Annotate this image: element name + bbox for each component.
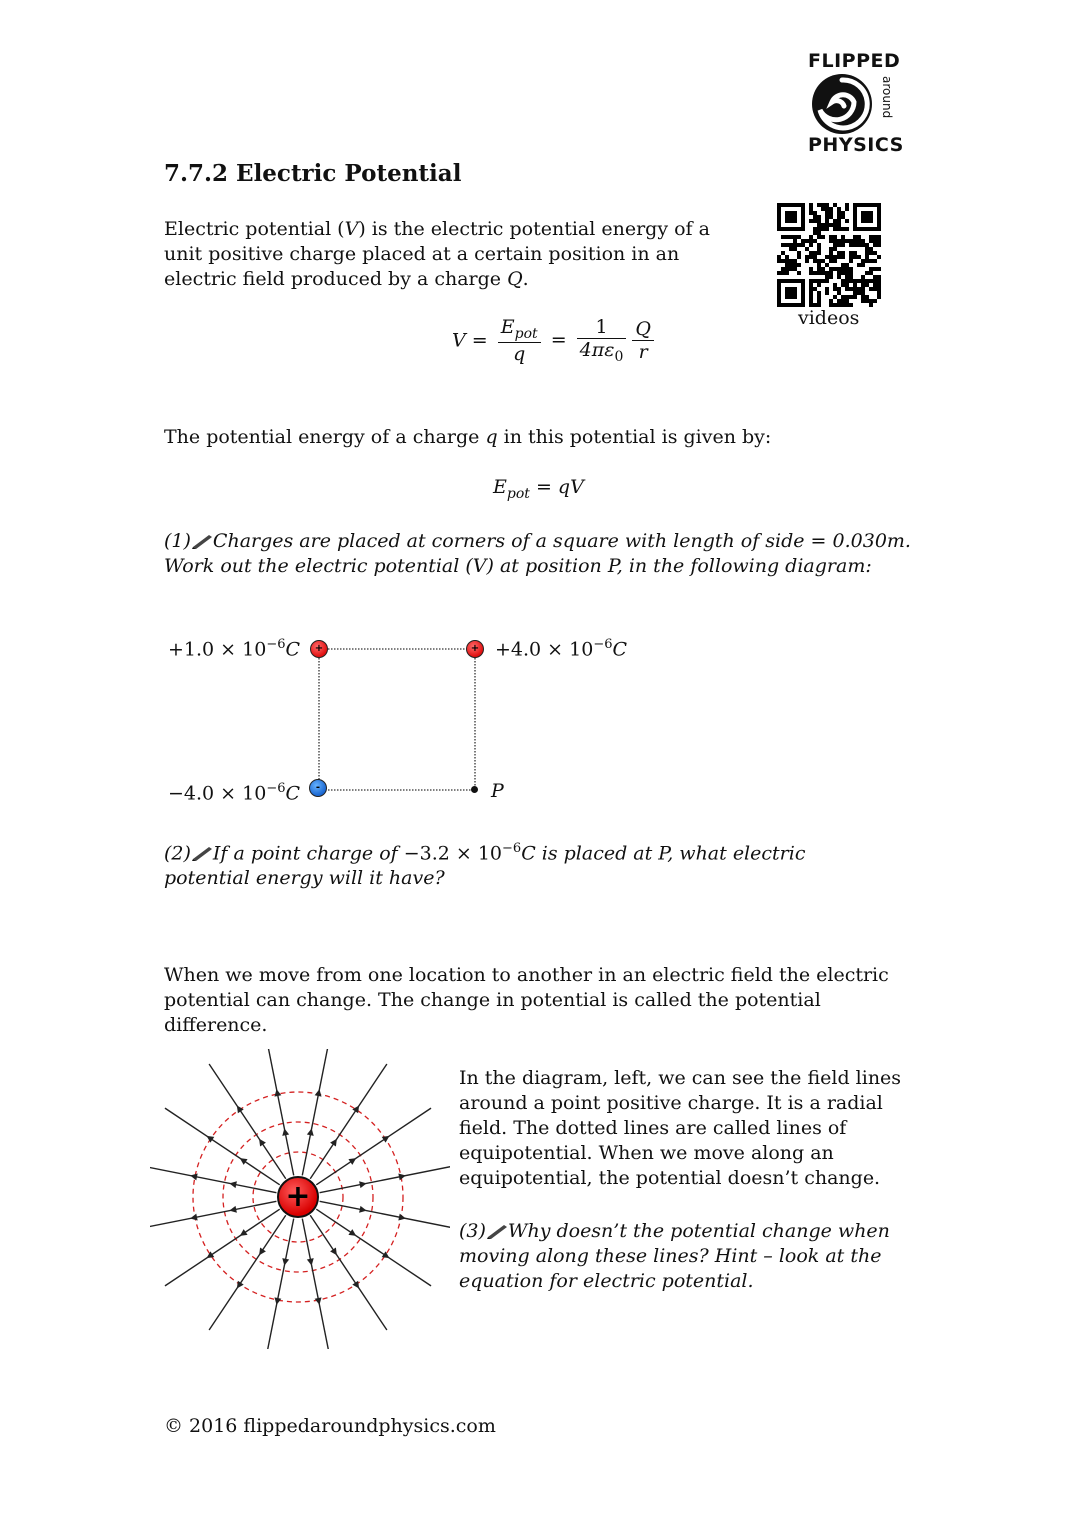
swirl-logo-icon: [810, 72, 874, 136]
qr-code[interactable]: [777, 203, 881, 307]
charge-top-right: +: [466, 640, 484, 658]
logo-around: around: [880, 76, 894, 119]
field-arrow: [190, 1173, 198, 1180]
central-positive-charge: [277, 1176, 319, 1218]
field-arrow: [382, 1136, 390, 1143]
energy-equation: $E_{pot}$ = qV: [493, 476, 584, 502]
potential-energy-sentence: The potential energy of a charge q in this potential is given by:: [164, 426, 772, 448]
field-arrow: [348, 1229, 356, 1236]
pencil-icon: [486, 1223, 508, 1239]
label-bottom-left: $-4.0 \times 10^{-6}C$: [168, 781, 301, 805]
label-point-p: P: [491, 780, 504, 802]
point-p-dot: [471, 786, 478, 793]
question-3: (3) Why doesn’t the potential change when moving along these lines? Hint – look at the equation for electric potential.: [459, 1220, 890, 1292]
label-top-left: $+1.0 \times 10^{-6}C$: [168, 637, 301, 661]
charge-bottom-left: -: [309, 779, 327, 797]
field-arrow: [229, 1181, 237, 1188]
field-arrow: [259, 1139, 266, 1147]
field-arrow: [237, 1106, 244, 1114]
field-arrow: [359, 1206, 367, 1213]
field-arrow: [240, 1158, 248, 1165]
field-arrow: [274, 1089, 281, 1097]
label-top-right: $+4.0 \times 10^{-6}C$: [495, 637, 628, 661]
field-arrow: [348, 1158, 356, 1165]
pencil-icon: [191, 845, 213, 861]
question-2: (2) If a point charge of $-3.2 \times 10^{-6}C$ is placed at P, what electric potential energy will it have?: [164, 841, 806, 890]
field-arrow: [282, 1128, 289, 1136]
potential-difference-paragraph: When we move from one location to another in an electric field the electric potential can change. The change in potential is called the potential difference.: [164, 964, 889, 1036]
field-arrow: [359, 1181, 367, 1188]
copyright-footer: © 2016 flippedaroundphysics.com: [164, 1415, 496, 1437]
field-arrow: [330, 1139, 337, 1147]
potential-equation: V = $\frac{E_{pot}}{q}$ = $\frac{1}{4\pi\varepsilon_0}$ $\frac{Q}{r}$: [452, 316, 654, 365]
field-arrow: [352, 1106, 359, 1114]
page-title: 7.7.2 Electric Potential: [164, 160, 462, 187]
field-arrow: [207, 1251, 215, 1258]
pencil-icon: [191, 533, 213, 549]
field-arrow: [382, 1251, 390, 1258]
logo-flipped: FLIPPED: [808, 50, 901, 72]
field-arrow: [398, 1214, 406, 1221]
field-arrow: [207, 1136, 215, 1143]
field-arrow: [237, 1281, 244, 1289]
field-arrow: [330, 1247, 337, 1255]
field-arrow: [307, 1128, 314, 1136]
qr-caption: videos: [798, 307, 860, 329]
square-diagram-lines: [310, 640, 510, 800]
field-arrow: [307, 1258, 314, 1266]
field-arrow: [240, 1229, 248, 1236]
question-1: (1) Charges are placed at corners of a square with length of side = 0.030m. Work out the electric potential (V) at position P, in the following diagram:: [164, 530, 911, 577]
charge-top-left: +: [310, 640, 328, 658]
field-description: In the diagram, left, we can see the field lines around a point positive charge. It is a radial field. The dotted lines are called lines of equipotential. When we move along an equipotential, the potential doesn’t change.: [459, 1067, 902, 1189]
field-arrow: [259, 1247, 266, 1255]
plus-sign: +: [285, 1179, 311, 1214]
field-arrow: [229, 1206, 237, 1213]
logo-physics: PHYSICS: [808, 134, 904, 156]
field-arrow: [315, 1089, 322, 1097]
field-arrow: [352, 1281, 359, 1289]
field-arrow: [190, 1214, 198, 1221]
intro-paragraph: Electric potential (V) is the electric potential energy of a unit positive charge placed at a certain position in an electric field produced by a charge Q.: [164, 218, 710, 290]
field-arrow: [282, 1258, 289, 1266]
